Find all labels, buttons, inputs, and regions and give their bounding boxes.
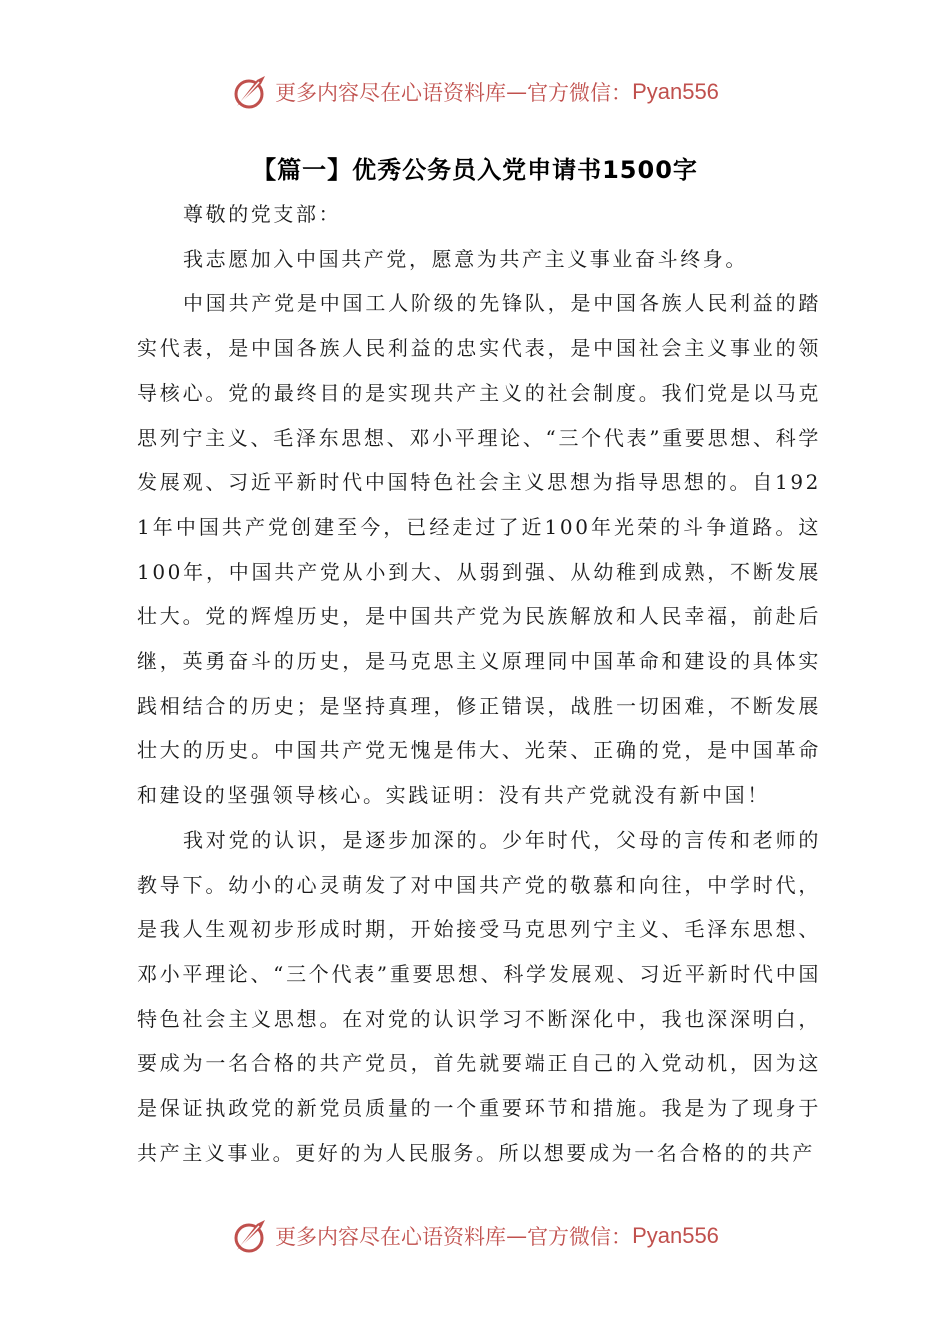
banner-brand: 更多内容尽在心语资料库 xyxy=(275,81,507,105)
footer-wechat-label: 官方微信： xyxy=(527,1225,633,1249)
document-title: 【篇一】优秀公务员入党申请书1500字 xyxy=(252,156,698,184)
paragraph-2: 中国共产党是中国工人阶级的先锋队，是中国各族人民利益的踏实代表，是中国各族人民利益的忠实代表，是中国社会主义事业的领导核心。党的最终目的是实现共产主义的社会制度。我们党是以马克思列宁主义、毛泽东思想、邓小平理论、“三个代表”重要思想、科学发展观、习近平新时代中国特色社会主义思想为指导思想的。自1921年中国共产党创建至今，已经走过了近100年光荣的斗争道路。这100年，中国共产党从小到大、从弱到强、从幼稚到成熟，不断发展壮大。党的辉煌历史，是中国共产党为民族解放和人民幸福，前赴后继，英勇奋斗的历史，是马克思主义原理同中国革命和建设的具体实践相结合的历史；是坚持真理，修正错误，战胜一切困难，不断发展壮大的历史。中国共产党无愧是伟大、光荣、正确的党，是中国革命和建设的坚强领导核心。实践证明：没有共产党就没有新中国！ xyxy=(137,291,821,808)
banner-wechat-label: 官方微信： xyxy=(527,81,633,105)
banner-wechat-id: Pyan556 xyxy=(632,79,719,104)
footer-wechat-id: Pyan556 xyxy=(632,1223,719,1248)
document-body xyxy=(137,192,821,1175)
paragraph-1: 我志愿加入中国共产党，愿意为共产主义事业奋斗终身。 xyxy=(183,246,748,271)
paragraph-3: 我对党的认识，是逐步加深的。少年时代，父母的言传和老师的教导下。幼小的心灵萌发了对中国共产党的敬慕和向往，中学时代，是我人生观初步形成时期，开始接受马克思列宁主义、毛泽东思想、邓小平理论、“三个代表”重要思想、科学发展观、习近平新时代中国特色社会主义思想。在对党的认识学习不断深化中，我也深深明白，要成为一名合格的共产党员，首先就要端正自己的入党动机，因为这是保证执政党的新党员质量的一个重要环节和措施。我是为了现身于共产主义事业。更好的为人民服务。所以想要成为一名合格的的共产 xyxy=(137,827,821,1165)
quill-logo-icon xyxy=(231,1216,271,1256)
footer-brand: 更多内容尽在心语资料库 xyxy=(275,1225,507,1249)
footer-separator: — xyxy=(506,1224,528,1248)
footer-banner xyxy=(0,1214,950,1258)
banner-separator: — xyxy=(506,80,528,104)
quill-logo-icon xyxy=(231,72,271,112)
salutation: 尊敬的党支部： xyxy=(183,202,342,226)
header-banner xyxy=(0,70,950,114)
